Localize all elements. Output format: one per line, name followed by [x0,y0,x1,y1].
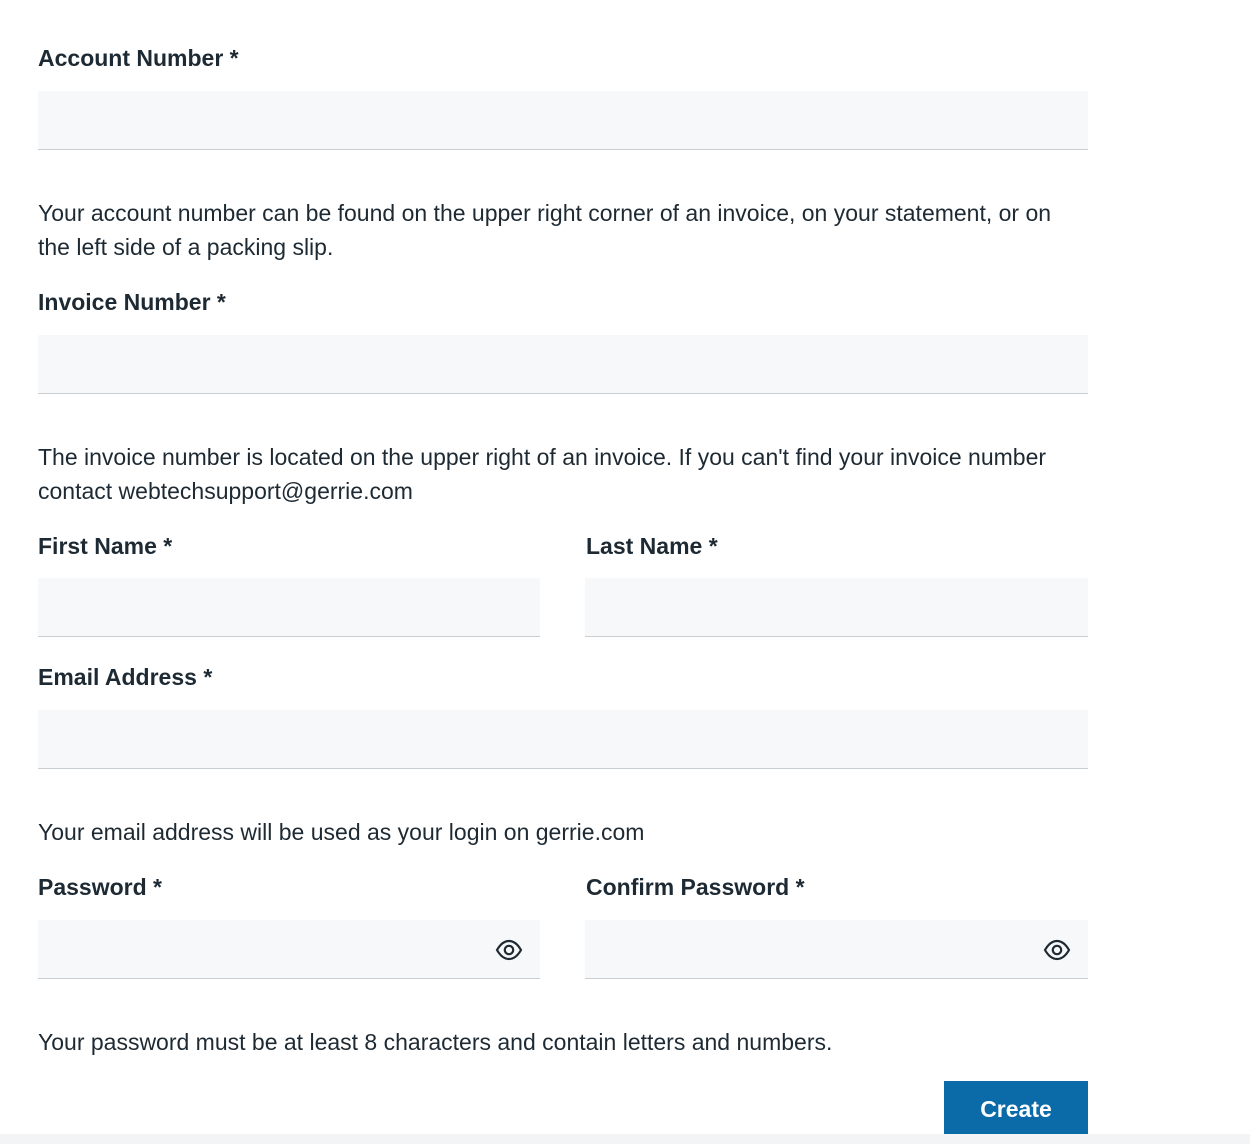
invoice-number-label: Invoice Number * [38,289,226,315]
account-number-field[interactable] [38,91,1088,150]
eye-icon[interactable] [495,936,523,964]
eye-icon[interactable] [1043,936,1071,964]
password-label: Password * [38,874,162,900]
account-number-help: Your account number can be found on the upper right corner of an invoice, on your statement, or on the left side of a packing slip. [38,200,1052,260]
account-number-label: Account Number * [38,45,239,71]
email-field[interactable] [38,710,1088,769]
password-help: Your password must be at least 8 characters and contain letters and numbers. [38,1029,833,1055]
invoice-number-help: The invoice number is located on the upper right of an invoice. If you can't find your invoice number contact webtechsupport@gerrie.com [38,444,1047,504]
first-name-label: First Name * [38,533,173,559]
last-name-input[interactable] [585,578,1088,636]
account-number-input[interactable] [38,91,1088,149]
password-field[interactable] [38,920,540,979]
email-input[interactable] [38,710,1088,768]
password-input[interactable] [38,920,540,978]
create-button[interactable]: Create [944,1081,1088,1137]
last-name-field[interactable] [585,578,1088,637]
invoice-number-field[interactable] [38,335,1088,394]
first-name-field[interactable] [38,578,540,637]
footer-divider [0,1134,1250,1144]
confirm-password-field[interactable] [585,920,1088,979]
last-name-label: Last Name * [586,533,718,559]
email-label: Email Address * [38,664,213,690]
confirm-password-input[interactable] [585,920,1088,978]
invoice-number-input[interactable] [38,335,1088,393]
confirm-password-label: Confirm Password * [586,874,805,900]
email-help: Your email address will be used as your login on gerrie.com [38,819,645,845]
first-name-input[interactable] [38,578,540,636]
